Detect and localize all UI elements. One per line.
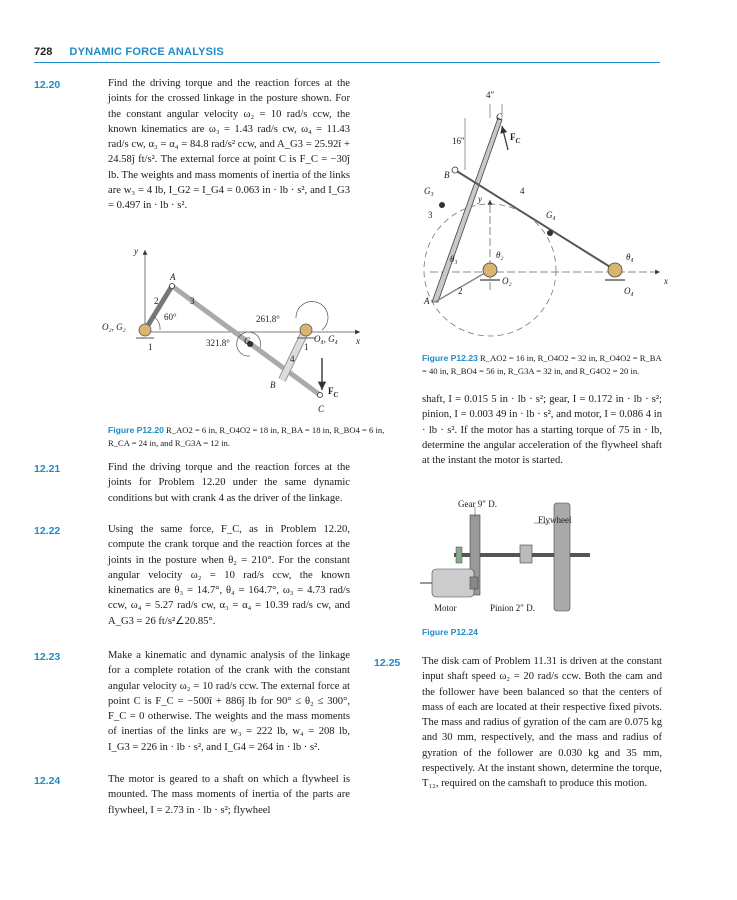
problem-text-12-20: Find the driving torque and the reaction forces at the joints for the crossed linkage in the posture shown. For the constant angular velocity ω₂ = 10 rad/s ccw, the known kinematics are ω₃ = 1.43 rad/s cw, ω₄ = 11.43 rad/s cw, α₃ = α₄ = 84.8 rad/s² ccw, and A_G3 = 25.92î + 24.58ĵ ft/s². The external force at point C is F_C = −30ĵ lb. The weights and mass moments of inertia of the links are w₃ = 4 lb, I_G2 = I_G4 = 0.063 in · lb · s², and I_G3 = 0.497 in · lb · s². [108, 78, 350, 212]
f23-force-label: $F_C$ [510, 132, 521, 145]
f23-A-label: A [424, 296, 430, 306]
f23-dim-16: 16″ [452, 136, 465, 146]
page-number: 728 [34, 46, 53, 58]
f24-gear-label: Gear 9″ D. [458, 499, 497, 509]
figure-p12-24 [420, 495, 620, 625]
problem-number-12-22: 12.22 [34, 525, 61, 537]
f20-link-2-label: 2 [154, 296, 159, 306]
chapter-title: DYNAMIC FORCE ANALYSIS [69, 46, 224, 58]
f23-dim-4: 4″ [486, 90, 495, 100]
f23-O4-label: O₄ [624, 286, 634, 296]
f20-ground-1b-label: 1 [304, 342, 309, 352]
figure-p12-20-caption [108, 424, 390, 449]
problem-number-12-23: 12.23 [34, 651, 61, 663]
f23-x-label: x [664, 276, 668, 286]
f23-G3-label: G₃ [424, 186, 434, 196]
figure-p12-20 [100, 240, 380, 420]
header-rule [34, 62, 660, 63]
f23-link-3: 3 [428, 210, 433, 220]
f24-flywheel-label: Flywheel [538, 515, 572, 525]
f23-G4-label: G₄ [546, 210, 556, 220]
figure-p12-23-caption-text: R_AO2 = 16 in, R_O4O2 = 32 in, R_O4O2 = R_BA = 40 in, R_BO4 = 56 in, R_G3A = 32 in, and R_G4O2 = 20 in. [422, 353, 662, 376]
f23-theta3: θ₃ [450, 254, 458, 264]
f23-y-label: y [478, 194, 482, 204]
problem-number-12-20: 12.20 [34, 79, 61, 91]
problem-text-12-23: Make a kinematic and dynamic analysis of the linkage for a complete rotation of the crank with the constant angular velocity ω₂ = 10 rad/s ccw. The external force at point C is F_C = −500î + 886ĵ lb for 90° ≤ θ₂ ≤ 300°, F_C = 0 otherwise. The weights and the mass moments of inertias of the links are w₃ = 222 lb, w₄ = 208 lb, I_G3 = 226 in · lb · s², and I_G4 = 264 in · lb · s². [108, 650, 350, 753]
figure-p12-24-caption-label: Figure P12.24 [422, 627, 478, 637]
f23-theta2: θ₂ [496, 250, 504, 260]
f20-link-4-label: 4 [290, 354, 295, 364]
problem-number-12-25: 12.25 [374, 657, 401, 669]
f23-link-2: 2 [458, 286, 463, 296]
f23-B-label: B [444, 170, 450, 180]
f23-theta4: θ₄ [626, 252, 634, 262]
problem-number-12-21: 12.21 [34, 463, 61, 475]
problem-text-12-24: The motor is geared to a shaft on which a flywheel is mounted. The mass moments of inertia of the parts are flywheel, I = 2.73 in · lb · s²; flywheel [108, 774, 350, 816]
f23-C-label: C [496, 112, 503, 122]
f24-pinion-label: Pinion 2″ D. [490, 603, 536, 613]
f20-angle-261-8: 261.8° [256, 314, 280, 324]
figure-p12-23 [420, 90, 670, 350]
f20-force-label: $F_C$ [328, 386, 339, 399]
figure-p12-20-caption-text: R_AO2 = 6 in, R_O4O2 = 18 in, R_BA = 18 in, R_BO4 = 6 in, R_CA = 24 in, and R_G3A = 12 in. [108, 425, 385, 448]
f20-O4G4-label: O₄, G₄ [314, 334, 338, 344]
f20-C-label: C [318, 404, 325, 414]
f20-y-label: y [134, 246, 138, 256]
problem-text-12-24-continued: shaft, I = 0.015 5 in · lb · s²; gear, I = 0.172 in · lb · s²; pinion, I = 0.003 49 in · lb · s², and motor, I = 0.086 4 in · lb · s². If the motor has a starting torque of 75 in · lb, determine the angular acceleration of the flywheel shaft at the instant the motor is started. [422, 394, 662, 467]
page-header [34, 46, 224, 58]
f23-link-4: 4 [520, 186, 525, 196]
f20-x-label: x [356, 336, 360, 346]
figure-p12-20-caption-label: Figure P12.20 [108, 425, 164, 435]
f20-angle-321-8: 321.8° [206, 338, 230, 348]
f24-motor-label: Motor [434, 603, 457, 613]
f20-B-label: B [270, 380, 276, 390]
problem-number-12-24: 12.24 [34, 775, 61, 787]
figure-p12-23-drawing [420, 90, 670, 350]
f20-ground-1-label: 1 [148, 342, 153, 352]
problem-text-12-22: Using the same force, F_C, as in Problem 12.20, compute the crank torque and the reaction forces at the joints in the posture when θ₂ = 210°. For the constant angular velocity ω₂ = 10 rad/s ccw, the known kinematics are θ₃ = 14.7°, θ₄ = 164.7°, ω₃ = 4.73 rad/s ccw, ω₄ = 5.27 rad/s cw, α₃ = α₄ = 10.39 rad/s cw, and A_G3 = 26 ft/s²∠20.85°. [108, 524, 350, 627]
problem-text-12-21: Find the driving torque and the reaction forces at the joints for Problem 12.20 under the same dynamic conditions but with crank 4 as the driver of the linkage. [108, 462, 350, 504]
f20-link-3-label: 3 [190, 296, 195, 306]
f23-O2-label: O₂ [502, 276, 512, 286]
f20-G3-label: G₃ [244, 336, 254, 346]
problem-text-12-25: The disk cam of Problem 11.31 is driven at the constant input shaft speed ω₂ = 20 rad/s ccw. Both the cam and the follower have been balanced so that the centers of mass of each are located at their respective fixed pivots. The mass and radius of gyration of the cam are 0.075 kg and 30 mm, respectively, and the mass and radius of gyration of the follower are 0.030 kg and 35 mm, respectively. At the instant shown, determine the torque, T₁₂, required on the camshaft to produce this motion. [422, 656, 662, 790]
figure-p12-23-caption-label: Figure P12.23 [422, 353, 478, 363]
f20-O2G2-label: O₂, G₂ [102, 322, 126, 332]
figure-p12-24-caption [422, 626, 622, 639]
f20-angle-60: 60° [164, 312, 177, 322]
figure-p12-23-caption [422, 352, 667, 377]
f20-A-label: A [170, 272, 176, 282]
